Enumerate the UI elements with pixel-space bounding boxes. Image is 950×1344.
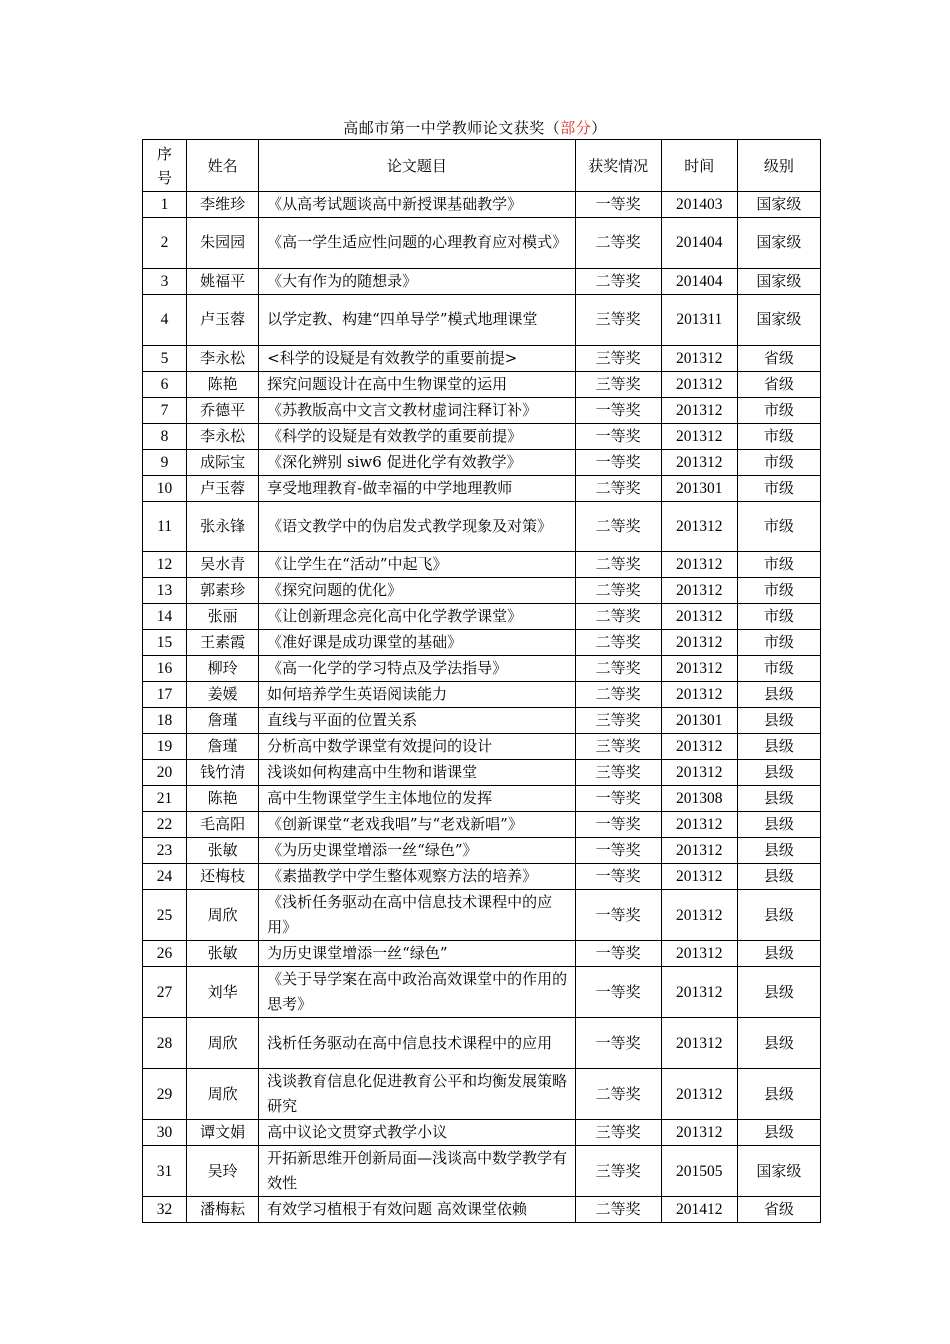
award-date: 201404: [661, 218, 737, 269]
award-scope: 国家级: [737, 268, 820, 294]
row-number: 20: [143, 760, 187, 786]
award-level: 二等奖: [575, 501, 661, 552]
author-name: 李永松: [187, 423, 259, 449]
award-level: 二等奖: [575, 218, 661, 269]
author-name: 吴水青: [187, 552, 259, 578]
award-date: 201404: [661, 268, 737, 294]
author-name: 张永锋: [187, 501, 259, 552]
paper-title: 《准好课是成功课堂的基础》: [259, 630, 575, 656]
award-level: 二等奖: [575, 1069, 661, 1120]
author-name: 周欣: [187, 1018, 259, 1069]
author-name: 朱园园: [187, 218, 259, 269]
author-name: 卢玉蓉: [187, 294, 259, 345]
award-scope: 县级: [737, 1018, 820, 1069]
award-scope: 县级: [737, 864, 820, 890]
award-date: 201312: [661, 449, 737, 475]
row-number: 28: [143, 1018, 187, 1069]
award-scope: 县级: [737, 890, 820, 941]
award-level: 一等奖: [575, 786, 661, 812]
paper-title: 《深化辨别 siw6 促进化学有效教学》: [259, 449, 575, 475]
award-scope: 市级: [737, 630, 820, 656]
award-date: 201312: [661, 630, 737, 656]
table-row: [143, 838, 821, 864]
paper-title: 以学定教、构建“四单导学”模式地理课堂: [259, 294, 575, 345]
award-level: 三等奖: [575, 1146, 661, 1197]
award-level: 二等奖: [575, 682, 661, 708]
paper-title: 如何培养学生英语阅读能力: [259, 682, 575, 708]
award-scope: 县级: [737, 708, 820, 734]
award-level: 一等奖: [575, 941, 661, 967]
awards-table: [142, 139, 821, 1223]
table-row: [143, 656, 821, 682]
row-number: 1: [143, 192, 187, 218]
award-date: 201312: [661, 423, 737, 449]
row-number: 23: [143, 838, 187, 864]
row-number: 5: [143, 345, 187, 371]
paper-title: 直线与平面的位置关系: [259, 708, 575, 734]
paper-title: 《素描教学中学生整体观察方法的培养》: [259, 864, 575, 890]
table-row: [143, 1018, 821, 1069]
award-scope: 省级: [737, 1197, 820, 1223]
award-scope: 县级: [737, 734, 820, 760]
row-number: 18: [143, 708, 187, 734]
award-level: 三等奖: [575, 734, 661, 760]
table-row: [143, 449, 821, 475]
row-number: 9: [143, 449, 187, 475]
award-scope: 国家级: [737, 1146, 820, 1197]
award-level: 三等奖: [575, 708, 661, 734]
award-date: 201312: [661, 864, 737, 890]
author-name: 吴玲: [187, 1146, 259, 1197]
award-date: 201312: [661, 1018, 737, 1069]
award-date: 201312: [661, 578, 737, 604]
award-scope: 县级: [737, 941, 820, 967]
row-number: 16: [143, 656, 187, 682]
table-row: [143, 294, 821, 345]
author-name: 毛高阳: [187, 812, 259, 838]
award-date: 201301: [661, 475, 737, 501]
row-number: 4: [143, 294, 187, 345]
paper-title: 浅谈如何构建高中生物和谐课堂: [259, 760, 575, 786]
table-row: [143, 552, 821, 578]
table-row: [143, 578, 821, 604]
row-number: 25: [143, 890, 187, 941]
header-paper: 论文题目: [259, 140, 575, 192]
award-date: 201312: [661, 1120, 737, 1146]
row-number: 27: [143, 967, 187, 1018]
award-date: 201308: [661, 786, 737, 812]
table-row: [143, 1069, 821, 1120]
award-level: 一等奖: [575, 449, 661, 475]
award-level: 三等奖: [575, 345, 661, 371]
row-number: 15: [143, 630, 187, 656]
document-title: [0, 118, 950, 138]
award-level: 三等奖: [575, 371, 661, 397]
award-date: 201312: [661, 604, 737, 630]
award-scope: 国家级: [737, 218, 820, 269]
row-number: 14: [143, 604, 187, 630]
row-number: 32: [143, 1197, 187, 1223]
row-number: 26: [143, 941, 187, 967]
award-scope: 县级: [737, 812, 820, 838]
award-level: 二等奖: [575, 268, 661, 294]
table-row: [143, 1146, 821, 1197]
row-number: 17: [143, 682, 187, 708]
author-name: 李永松: [187, 345, 259, 371]
paper-title: 《高一学生适应性问题的心理教育应对模式》: [259, 218, 575, 269]
award-date: 201403: [661, 192, 737, 218]
table-row: [143, 1120, 821, 1146]
table-row: [143, 371, 821, 397]
award-scope: 县级: [737, 682, 820, 708]
author-name: 柳玲: [187, 656, 259, 682]
row-number: 22: [143, 812, 187, 838]
award-scope: 市级: [737, 656, 820, 682]
award-scope: 县级: [737, 1120, 820, 1146]
author-name: 张敏: [187, 941, 259, 967]
row-number: 6: [143, 371, 187, 397]
row-number: 30: [143, 1120, 187, 1146]
author-name: 周欣: [187, 890, 259, 941]
paper-title: <科学的设疑是有效教学的重要前提>: [259, 345, 575, 371]
table-row: [143, 786, 821, 812]
paper-title: 《为历史课堂增添一丝“绿色”》: [259, 838, 575, 864]
author-name: 郭素珍: [187, 578, 259, 604]
table-row: [143, 397, 821, 423]
award-date: 201312: [661, 371, 737, 397]
header-name: 姓名: [187, 140, 259, 192]
award-scope: 县级: [737, 786, 820, 812]
author-name: 李维珍: [187, 192, 259, 218]
row-number: 13: [143, 578, 187, 604]
paper-title: 《大有作为的随想录》: [259, 268, 575, 294]
row-number: 19: [143, 734, 187, 760]
award-scope: 市级: [737, 423, 820, 449]
paper-title: 浅析任务驱动在高中信息技术课程中的应用: [259, 1018, 575, 1069]
award-date: 201312: [661, 397, 737, 423]
row-number: 10: [143, 475, 187, 501]
author-name: 潘梅耘: [187, 1197, 259, 1223]
row-number: 2: [143, 218, 187, 269]
award-scope: 市级: [737, 552, 820, 578]
paper-title: 《浅析任务驱动在高中信息技术课程中的应用》: [259, 890, 575, 941]
award-scope: 国家级: [737, 192, 820, 218]
paper-title: 《关于导学案在高中政治高效课堂中的作用的思考》: [259, 967, 575, 1018]
paper-title: 《创新课堂“老戏我唱”与“老戏新唱”》: [259, 812, 575, 838]
table-row: [143, 423, 821, 449]
award-level: 二等奖: [575, 630, 661, 656]
award-date: 201312: [661, 838, 737, 864]
table-row: [143, 760, 821, 786]
award-date: 201312: [661, 890, 737, 941]
award-level: 一等奖: [575, 812, 661, 838]
author-name: 钱竹清: [187, 760, 259, 786]
award-scope: 县级: [737, 760, 820, 786]
paper-title: 浅谈教育信息化促进教育公平和均衡发展策略研究: [259, 1069, 575, 1120]
table-row: [143, 1197, 821, 1223]
row-number: 21: [143, 786, 187, 812]
paper-title: 探究问题设计在高中生物课堂的运用: [259, 371, 575, 397]
award-date: 201312: [661, 941, 737, 967]
paper-title: 为历史课堂增添一丝“绿色”: [259, 941, 575, 967]
award-level: 一等奖: [575, 864, 661, 890]
award-level: 一等奖: [575, 423, 661, 449]
author-name: 陈艳: [187, 371, 259, 397]
author-name: 刘华: [187, 967, 259, 1018]
paper-title: 高中议论文贯穿式教学小议: [259, 1120, 575, 1146]
header-time: 时间: [661, 140, 737, 192]
paper-title: 《语文教学中的伪启发式教学现象及对策》: [259, 501, 575, 552]
table-row: [143, 268, 821, 294]
author-name: 姜媛: [187, 682, 259, 708]
table-row: [143, 890, 821, 941]
award-date: 201312: [661, 812, 737, 838]
award-level: 一等奖: [575, 397, 661, 423]
award-scope: 市级: [737, 449, 820, 475]
award-scope: 市级: [737, 475, 820, 501]
author-name: 谭文娟: [187, 1120, 259, 1146]
row-number: 31: [143, 1146, 187, 1197]
paper-title: 分析高中数学课堂有效提问的设计: [259, 734, 575, 760]
paper-title: 《苏教版高中文言文教材虚词注释订补》: [259, 397, 575, 423]
table-row: [143, 682, 821, 708]
paper-title: 《从高考试题谈高中新授课基础教学》: [259, 192, 575, 218]
title-highlight: 部分: [560, 119, 592, 137]
author-name: 姚福平: [187, 268, 259, 294]
award-date: 201301: [661, 708, 737, 734]
award-scope: 市级: [737, 604, 820, 630]
paper-title: 《让学生在“活动”中起飞》: [259, 552, 575, 578]
award-scope: 国家级: [737, 294, 820, 345]
award-scope: 省级: [737, 371, 820, 397]
table-row: [143, 218, 821, 269]
table-row: [143, 345, 821, 371]
paper-title: 《科学的设疑是有效教学的重要前提》: [259, 423, 575, 449]
row-number: 3: [143, 268, 187, 294]
author-name: 詹瑾: [187, 734, 259, 760]
award-level: 一等奖: [575, 890, 661, 941]
table-row: [143, 501, 821, 552]
paper-title: 《探究问题的优化》: [259, 578, 575, 604]
award-level: 二等奖: [575, 604, 661, 630]
table-row: [143, 604, 821, 630]
award-level: 二等奖: [575, 578, 661, 604]
author-name: 周欣: [187, 1069, 259, 1120]
table-row: [143, 630, 821, 656]
paper-title: 《让创新理念亮化高中化学教学课堂》: [259, 604, 575, 630]
header-seq: 序 号: [143, 140, 187, 192]
table-row: [143, 864, 821, 890]
award-level: 三等奖: [575, 294, 661, 345]
award-date: 201412: [661, 1197, 737, 1223]
award-scope: 市级: [737, 501, 820, 552]
row-number: 12: [143, 552, 187, 578]
table-row: [143, 192, 821, 218]
award-date: 201312: [661, 760, 737, 786]
award-level: 二等奖: [575, 475, 661, 501]
title-text: 高邮市第一中学教师论文获奖（: [343, 119, 561, 137]
header-level: 级别: [737, 140, 820, 192]
table-row: [143, 967, 821, 1018]
row-number: 29: [143, 1069, 187, 1120]
award-level: 二等奖: [575, 1197, 661, 1223]
row-number: 8: [143, 423, 187, 449]
award-level: 二等奖: [575, 552, 661, 578]
paper-title: 高中生物课堂学生主体地位的发挥: [259, 786, 575, 812]
table-row: [143, 708, 821, 734]
award-level: 一等奖: [575, 192, 661, 218]
award-date: 201312: [661, 552, 737, 578]
paper-title: 享受地理教育-做幸福的中学地理教师: [259, 475, 575, 501]
award-date: 201505: [661, 1146, 737, 1197]
author-name: 王素霞: [187, 630, 259, 656]
award-date: 201312: [661, 345, 737, 371]
award-date: 201312: [661, 967, 737, 1018]
author-name: 詹瑾: [187, 708, 259, 734]
award-date: 201311: [661, 294, 737, 345]
author-name: 陈艳: [187, 786, 259, 812]
author-name: 成际宝: [187, 449, 259, 475]
table-row: [143, 812, 821, 838]
header-award: 获奖情况: [575, 140, 661, 192]
award-level: 一等奖: [575, 1018, 661, 1069]
award-date: 201312: [661, 501, 737, 552]
award-level: 二等奖: [575, 656, 661, 682]
award-scope: 省级: [737, 345, 820, 371]
award-level: 一等奖: [575, 838, 661, 864]
author-name: 张敏: [187, 838, 259, 864]
header-row: [143, 140, 821, 192]
author-name: 张丽: [187, 604, 259, 630]
award-scope: 市级: [737, 578, 820, 604]
paper-title: 《高一化学的学习特点及学法指导》: [259, 656, 575, 682]
award-date: 201312: [661, 1069, 737, 1120]
paper-title: 开拓新思维开创新局面—浅谈高中数学教学有效性: [259, 1146, 575, 1197]
table-row: [143, 475, 821, 501]
table-body: [143, 192, 821, 1223]
paper-title: 有效学习植根于有效问题 高效课堂依赖: [259, 1197, 575, 1223]
table-row: [143, 941, 821, 967]
award-date: 201312: [661, 682, 737, 708]
award-date: 201312: [661, 656, 737, 682]
award-scope: 县级: [737, 1069, 820, 1120]
row-number: 11: [143, 501, 187, 552]
author-name: 还梅枝: [187, 864, 259, 890]
table-row: [143, 734, 821, 760]
author-name: 卢玉蓉: [187, 475, 259, 501]
title-close: ）: [591, 119, 607, 137]
award-scope: 市级: [737, 397, 820, 423]
award-date: 201312: [661, 734, 737, 760]
row-number: 7: [143, 397, 187, 423]
award-level: 一等奖: [575, 967, 661, 1018]
award-level: 三等奖: [575, 760, 661, 786]
award-scope: 县级: [737, 967, 820, 1018]
author-name: 乔德平: [187, 397, 259, 423]
award-level: 三等奖: [575, 1120, 661, 1146]
row-number: 24: [143, 864, 187, 890]
award-scope: 县级: [737, 838, 820, 864]
